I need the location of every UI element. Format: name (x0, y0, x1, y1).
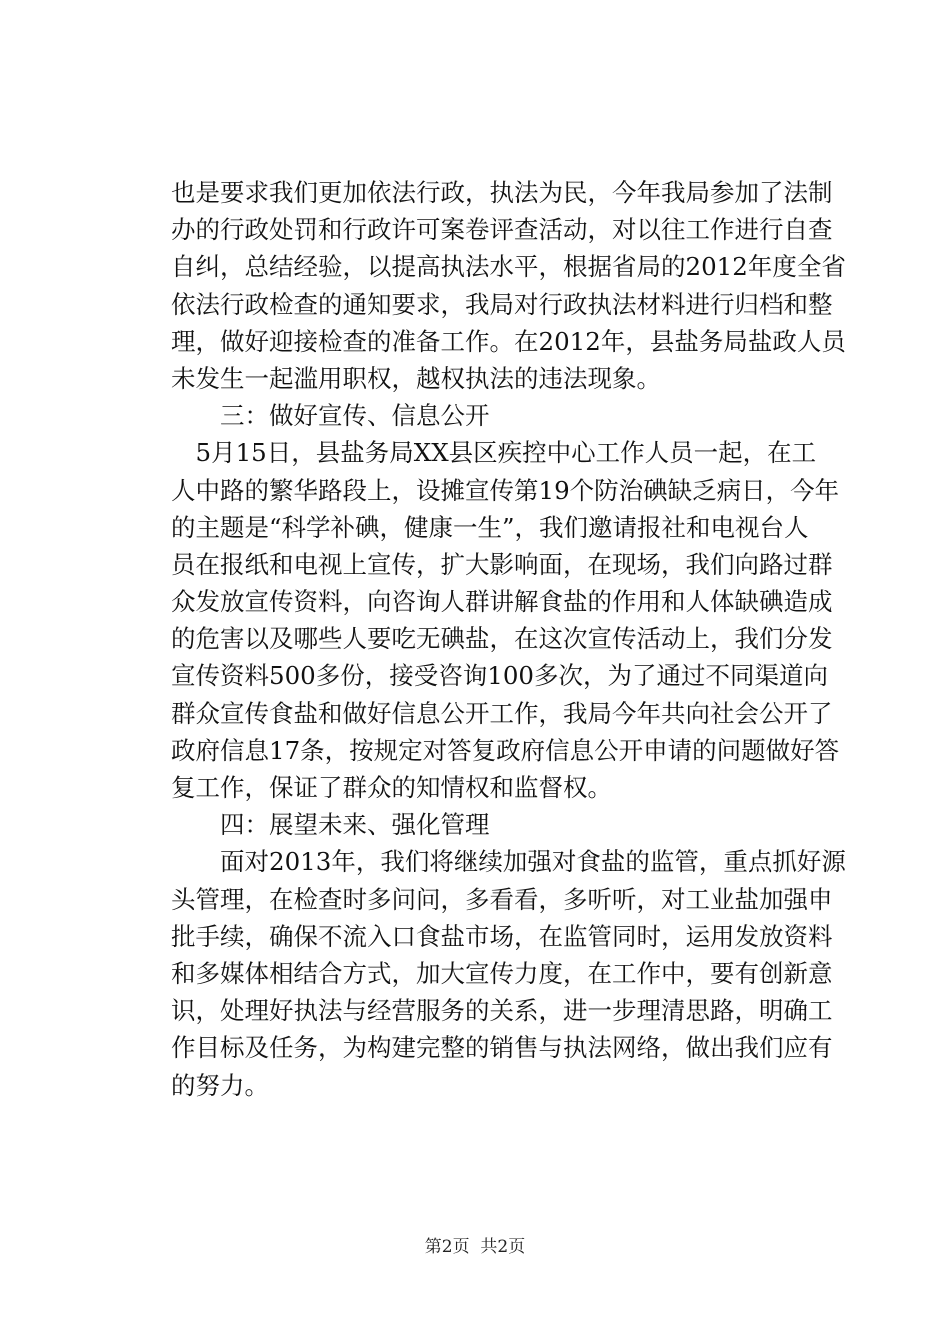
body-line: 的努力。 (171, 1070, 269, 1100)
body-line: 面对2013年，我们将继续加强对食盐的监管，重点抓好源 (171, 847, 846, 877)
body-line: 未发生一起滥用职权，越权执法的违法现象。 (171, 363, 661, 393)
body-line: 依法行政检查的通知要求，我局对行政执法材料进行归档和整 (171, 289, 833, 319)
body-line: 复工作，保证了群众的知情权和监督权。 (171, 773, 612, 802)
body-line: 宣传资料500多份，接受咨询100多次，为了通过不同渠道向 (171, 661, 829, 691)
body-line: 群众宣传食盐和做好信息公开工作，我局今年共向社会公开了 (171, 698, 833, 728)
body-line: 的主题是“科学补碘，健康一生”，我们邀请报社和电视台人 (171, 512, 809, 542)
section-heading-3: 三：做好宣传、信息公开 (171, 401, 490, 431)
body-line: 批手续，确保不流入口食盐市场，在监管同时，运用发放资料 (171, 921, 833, 951)
body-line: 和多媒体相结合方式，加大宣传力度，在工作中，要有创新意 (171, 958, 833, 988)
body-line: 识，处理好执法与经营服务的关系，进一步理清思路，明确工 (171, 996, 833, 1026)
body-line: 员在报纸和电视上宣传，扩大影响面，在现场，我们向路过群 (171, 549, 833, 579)
body-line: 作目标及任务，为构建完整的销售与执法网络，做出我们应有 (171, 1033, 833, 1063)
body-line: 政府信息17条，按规定对答复政府信息公开申请的问题做好答 (171, 735, 840, 765)
body-line: 人中路的繁华路段上，设摊宣传第19个防治碘缺乏病日，今年 (171, 475, 840, 505)
body-line: 理，做好迎接检查的准备工作。在2012年，县盐务局盐政人员 (171, 326, 846, 356)
body-line: 5月15日，县盐务局XX县区疾控中心工作人员一起，在工 (171, 438, 817, 468)
body-line: 办的行政处罚和行政许可案卷评查活动，对以往工作进行自查 (171, 215, 833, 245)
page-footer (0, 1235, 950, 1259)
page-number-label: 第2页 共2页 (424, 1237, 526, 1257)
document-body (171, 174, 846, 1104)
body-line: 众发放宣传资料，向咨询人群讲解食盐的作用和人体缺碘造成 (171, 587, 833, 617)
body-line: 的危害以及哪些人要吃无碘盐，在这次宣传活动上，我们分发 (171, 624, 833, 654)
body-line: 自纠，总结经验，以提高执法水平，根据省局的2012年度全省 (171, 252, 846, 282)
body-line: 也是要求我们更加依法行政，执法为民，今年我局参加了法制 (171, 178, 833, 207)
body-line: 头管理，在检查时多问问，多看看，多听听，对工业盐加强申 (171, 884, 833, 914)
section-heading-4: 四：展望未来、强化管理 (171, 810, 490, 840)
